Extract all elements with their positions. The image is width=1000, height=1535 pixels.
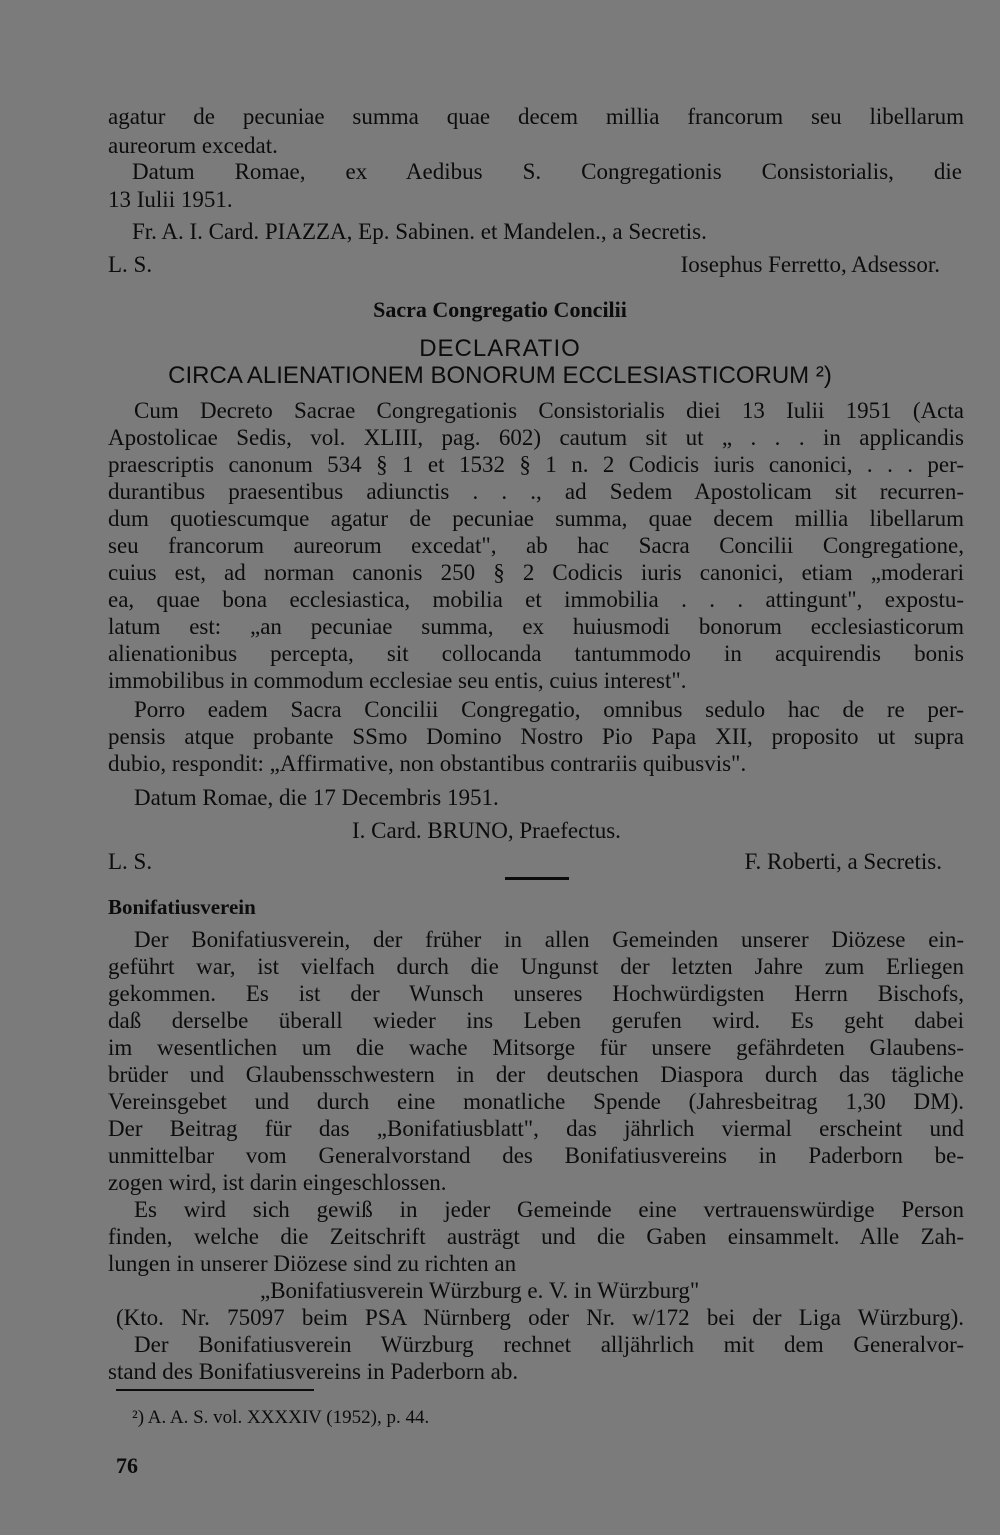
section-heading: Bonifatiusverein bbox=[108, 895, 256, 919]
prefect-signature: I. Card. BRUNO, Praefectus. bbox=[352, 818, 621, 843]
text-line: dubio, respondit: „Affirmative, non obstantibus contrariis quibusvis". bbox=[108, 751, 747, 776]
section-heading: Sacra Congregatio Concilii bbox=[373, 297, 627, 322]
text-line: 13 Iulii 1951. bbox=[108, 187, 233, 212]
address-line: „Bonifatiusverein Würzburg e. V. in Würzburg" bbox=[260, 1278, 700, 1303]
text-line: zogen wird, ist darin eingeschlossen. bbox=[108, 1170, 447, 1195]
text-line: gekommen. Es ist der Wunsch unseres Hochwürdigsten Herrn Bischofs, bbox=[108, 981, 964, 1006]
seal-mark: L. S. bbox=[108, 252, 153, 277]
date-line: Datum Romae, die 17 Decembris 1951. bbox=[134, 785, 499, 810]
declaration-title: DECLARATIO bbox=[419, 335, 581, 362]
assessor-signature: Iosephus Ferretto, Adsessor. bbox=[680, 252, 940, 277]
text-line: aureorum excedat. bbox=[108, 133, 278, 158]
text-line: pensis atque probante SSmo Domino Nostro Pio Papa XII, proposito ut supra bbox=[108, 724, 964, 749]
text-line: Datum Romae, ex Aedibus S. Congregationis Consistorialis, die bbox=[132, 159, 962, 184]
text-line: immobilibus in commodum ecclesiae seu entis, cuius interest". bbox=[108, 668, 687, 693]
text-line: Der Bonifatiusverein Würzburg rechnet alljährlich mit dem Generalvor- bbox=[134, 1332, 964, 1357]
text-line: Vereinsgebet und durch eine monatliche Spende (Jahresbeitrag 1,30 DM). bbox=[108, 1089, 964, 1114]
text-line: Der Bonifatiusverein, der früher in allen Gemeinden unserer Diözese ein- bbox=[134, 927, 964, 952]
footnote: ²) A. A. S. vol. XXXXIV (1952), p. 44. bbox=[132, 1407, 430, 1428]
text-line: geführt war, ist vielfach durch die Ungunst der letzten Jahre zum Erliegen bbox=[108, 954, 964, 979]
text-line: Porro eadem Sacra Concilii Congregatio, omnibus sedulo hac de re per- bbox=[134, 697, 964, 722]
text-line: durantibus praesentibus adiunctis . . ., ad Sedem Apostolicam sit recurren- bbox=[108, 479, 964, 504]
account-line: (Kto. Nr. 75097 beim PSA Nürnberg oder Nr. w/172 bei der Liga Würzburg). bbox=[116, 1305, 964, 1330]
text-line: praescriptis canonum 534 § 1 et 1532 § 1 n. 2 Codicis iuris canonici, . . . per- bbox=[108, 452, 964, 477]
section-divider bbox=[505, 877, 569, 880]
secretary-signature: F. Roberti, a Secretis. bbox=[744, 849, 942, 874]
text-line: Es wird sich gewiß in jeder Gemeinde eine vertrauenswürdige Person bbox=[134, 1197, 964, 1222]
text-line: Apostolicae Sedis, vol. XLIII, pag. 602) cautum sit ut „ . . . in applicandis bbox=[108, 425, 964, 450]
text-line: Cum Decreto Sacrae Congregationis Consistorialis diei 13 Iulii 1951 (Acta bbox=[134, 398, 964, 423]
text-line: daß derselbe überall wieder ins Leben gerufen wird. Es geht dabei bbox=[108, 1008, 964, 1033]
signature-line: Fr. A. I. Card. PIAZZA, Ep. Sabinen. et Mandelen., a Secretis. bbox=[132, 219, 707, 244]
text-line: unmittelbar vom Generalvorstand des Bonifatiusvereins in Paderborn be- bbox=[108, 1143, 964, 1168]
footnote-rule bbox=[116, 1389, 314, 1391]
text-line: lungen in unserer Diözese sind zu richten an bbox=[108, 1251, 517, 1276]
page-number: 76 bbox=[116, 1453, 138, 1478]
text-line: latum est: „an pecuniae summa, ex huiusmodi bonorum ecclesiasticorum bbox=[108, 614, 964, 639]
seal-mark: L. S. bbox=[108, 849, 153, 874]
text-line: finden, welche die Zeitschrift austrägt und die Gaben einsammelt. Alle Zah- bbox=[108, 1224, 964, 1249]
text-line: cuius est, ad norman canonis 250 § 2 Codicis iuris canonici, etiam „moderari bbox=[108, 560, 964, 585]
text-line: ea, quae bona ecclesiastica, mobilia et immobilia . . . attingunt", expostu- bbox=[108, 587, 964, 612]
text-line: agatur de pecuniae summa quae decem millia francorum seu libellarum bbox=[108, 104, 964, 129]
text-line: dum quotiescumque agatur de pecuniae summa, quae decem millia libellarum bbox=[108, 506, 964, 531]
declaration-subtitle: CIRCA ALIENATIONEM BONORUM ECCLESIASTICORUM ²) bbox=[168, 362, 832, 389]
text-line: Der Beitrag für das „Bonifatiusblatt", das jährlich viermal erscheint und bbox=[108, 1116, 964, 1141]
text-line: brüder und Glaubensschwestern in der deutschen Diaspora durch das tägliche bbox=[108, 1062, 964, 1087]
text-line: seu francorum aureorum excedat", ab hac Sacra Concilii Congregatione, bbox=[108, 533, 964, 558]
text-line: stand des Bonifatiusvereins in Paderborn ab. bbox=[108, 1359, 519, 1384]
text-line: im wesentlichen um die wache Mitsorge für unsere gefährdeten Glaubens- bbox=[108, 1035, 964, 1060]
text-line: alienationibus percepta, sit collocanda tantummodo in acquirendis bonis bbox=[108, 641, 964, 666]
